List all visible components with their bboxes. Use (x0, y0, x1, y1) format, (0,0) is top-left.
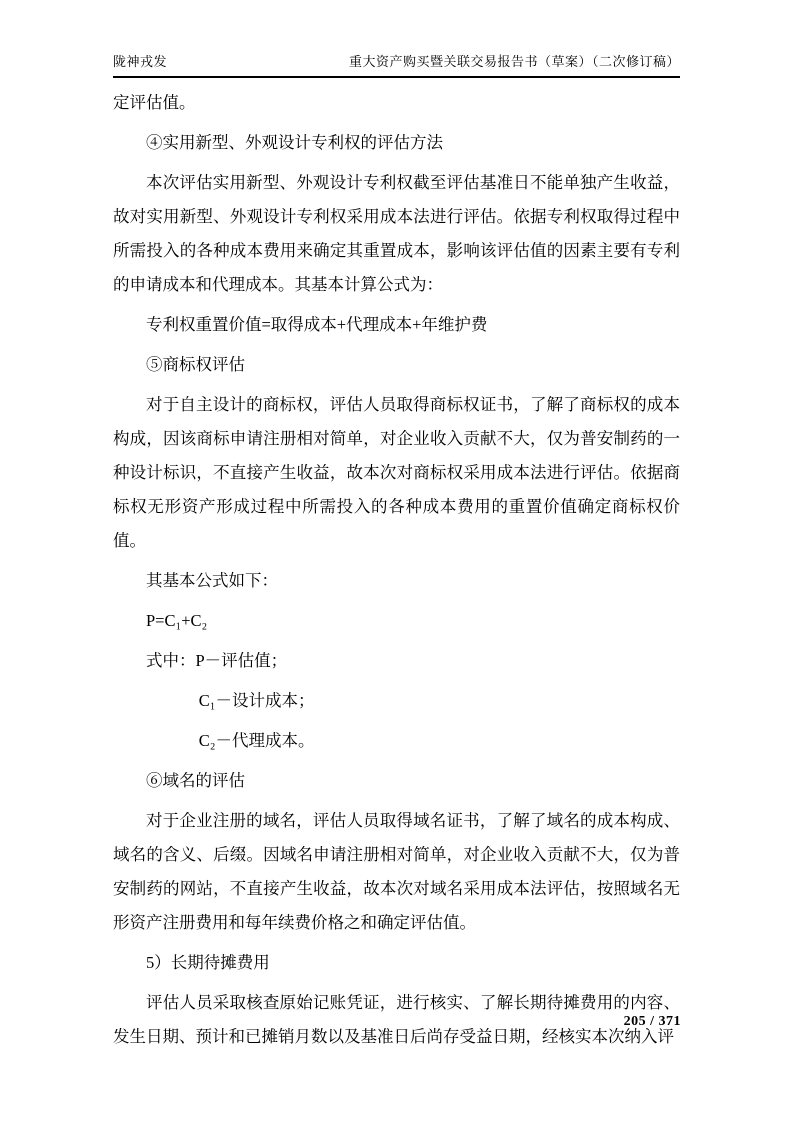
paragraph-formula-intro: 其基本公式如下： (146, 571, 278, 590)
formula-definition-c2: C₂－代理成本。 (198, 731, 315, 750)
paragraph-continuation: 定评估值。 (113, 93, 196, 112)
header-document-title: 重大资产购买暨关联交易报告书（草案）（二次修订稿） (348, 54, 680, 69)
paragraph-trademark-valuation: 对于自主设计的商标权，评估人员取得商标权证书，了解了商标权的成本构成，因该商标申请注册相对简单，对企业收入贡献不大，仅为普安制药的一种设计标识，不直接产生收益，故本次对商标权采用成本法进行评估。依据商标权无形资产形成过程中所需投入的各种成本费用的重置价值确定商标权价值。 (113, 395, 680, 550)
heading-patent-valuation-method: ④实用新型、外观设计专利权的评估方法 (146, 133, 443, 152)
formula-definition-p: 式中：P－评估值； (146, 651, 288, 670)
paragraph-domain-valuation: 对于企业注册的域名，评估人员取得域名证书，了解了域名的成本构成、域名的含义、后缀。因域名申请注册相对简单，对企业收入贡献不大，仅为普安制药的网站，不直接产生收益，故本次对域名采用成本法评估，按照域名无形资产注册费用和每年续费价格之和确定评估值。 (113, 811, 680, 932)
formula-p-equals-c1-plus-c2: P=C₁+C₂ (146, 611, 208, 630)
page-number: 205 / 371 (623, 1014, 681, 1029)
heading-long-term-deferred-expenses: 5）长期待摊费用 (146, 953, 270, 972)
header-company-name: 陇神戎发 (113, 54, 168, 69)
heading-domain-valuation: ⑥域名的评估 (146, 771, 245, 790)
document-body (113, 86, 680, 1060)
paragraph-patent-valuation: 本次评估实用新型、外观设计专利权截至评估基准日不能单独产生收益，故对实用新型、外观设计专利权采用成本法进行评估。依据专利权取得过程中所需投入的各种成本费用来确定其重置成本，影响该评估值的因素主要有专利的申请成本和代理成本。其基本计算公式为： (113, 173, 680, 294)
paragraph-long-term-deferred-expenses: 评估人员采取核查原始记账凭证，进行核实、了解长期待摊费用的内容、发生日期、预计和已摊销月数以及基准日后尚存受益日期，经核实本次纳入评 (113, 993, 680, 1046)
heading-trademark-valuation: ⑤商标权评估 (146, 355, 245, 374)
page-header (113, 51, 680, 78)
formula-patent-replacement-value: 专利权重置价值=取得成本+代理成本+年维护费 (146, 315, 488, 334)
formula-definition-c1: C₁－设计成本； (198, 691, 315, 710)
